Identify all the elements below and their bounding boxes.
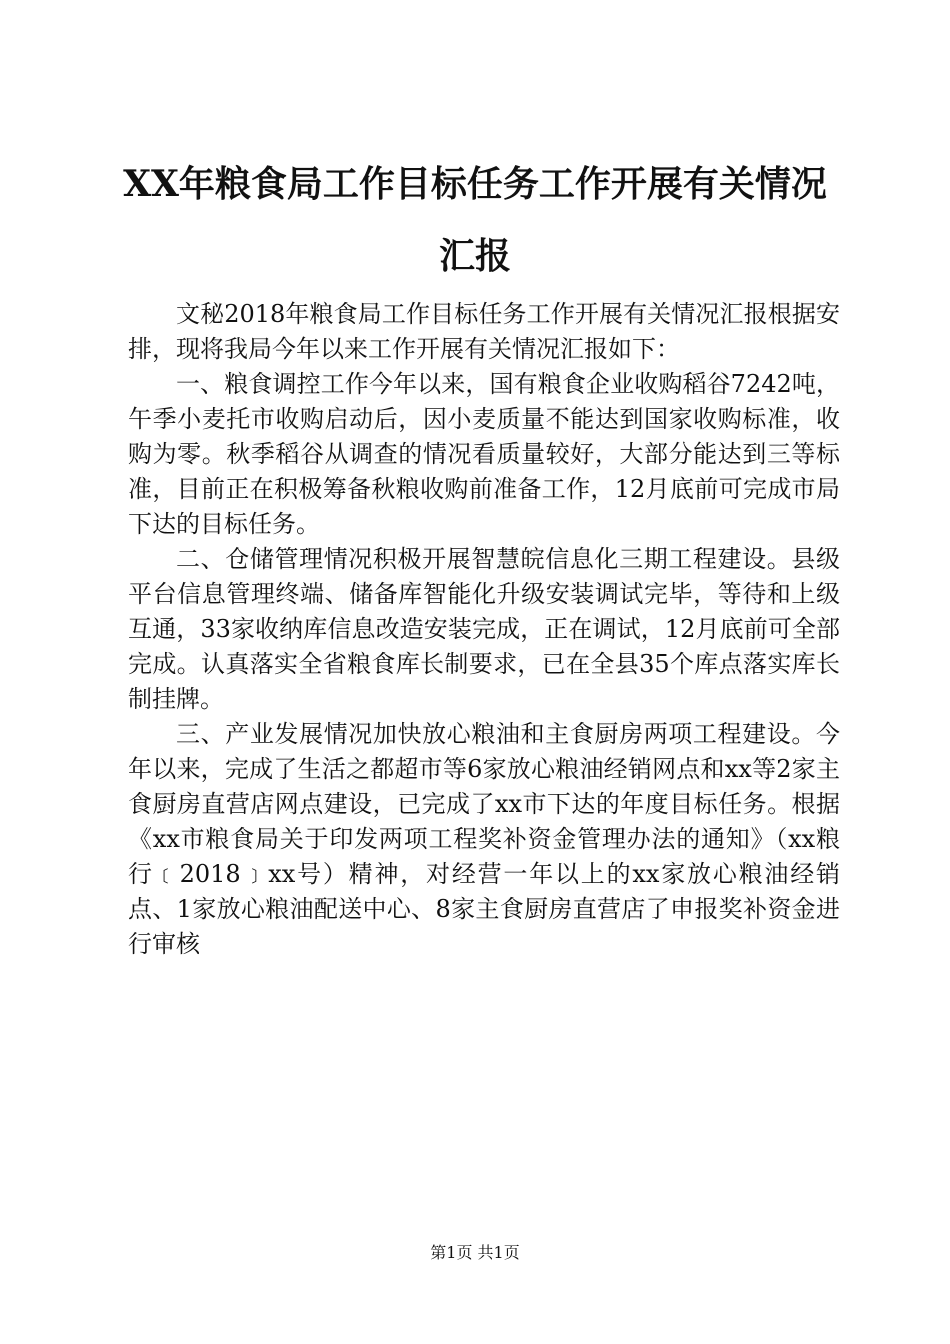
paragraph-storage-management: 二、仓储管理情况积极开展智慧皖信息化三期工程建设。县级平台信息管理终端、储备库智能化升级安装调试完毕，等待和上级互通，33家收纳库信息改造安装完成，正在调试，12月底前可全部完成。认真落实全省粮食库长制要求，已在全县35个库点落实库长制挂牌。 xyxy=(128,545,840,713)
paragraph-grain-control: 一、粮食调控工作今年以来，国有粮食企业收购稻谷7242吨，午季小麦托市收购启动后，因小麦质量不能达到国家收购标准，收购为零。秋季稻谷从调查的情况看质量较好，大部分能达到三等标准，目前正在积极筹备秋粮收购前准备工作，12月底前可完成市局下达的目标任务。 xyxy=(128,370,840,538)
paragraph-industry-development: 三、产业发展情况加快放心粮油和主食厨房两项工程建设。今年以来，完成了生活之都超市等6家放心粮油经销网点和xx等2家主食厨房直营店网点建设，已完成了xx市下达的年度目标任务。根据《xx市粮食局关于印发两项工程奖补资金管理办法的通知》（xx粮行﹝2018﹞xx号）精神，对经营一年以上的xx家放心粮油经销点、1家放心粮油配送中心、8家主食厨房直营店了申报奖补资金进行审核 xyxy=(128,720,840,958)
document-title: XX年粮食局工作目标任务工作开展有关情况汇报 xyxy=(123,163,827,277)
document-body xyxy=(128,297,840,962)
page-footer: 第1页 共1页 xyxy=(430,1243,520,1262)
paragraph-intro: 文秘2018年粮食局工作目标任务工作开展有关情况汇报根据安排，现将我局今年以来工作开展有关情况汇报如下： xyxy=(128,300,840,363)
